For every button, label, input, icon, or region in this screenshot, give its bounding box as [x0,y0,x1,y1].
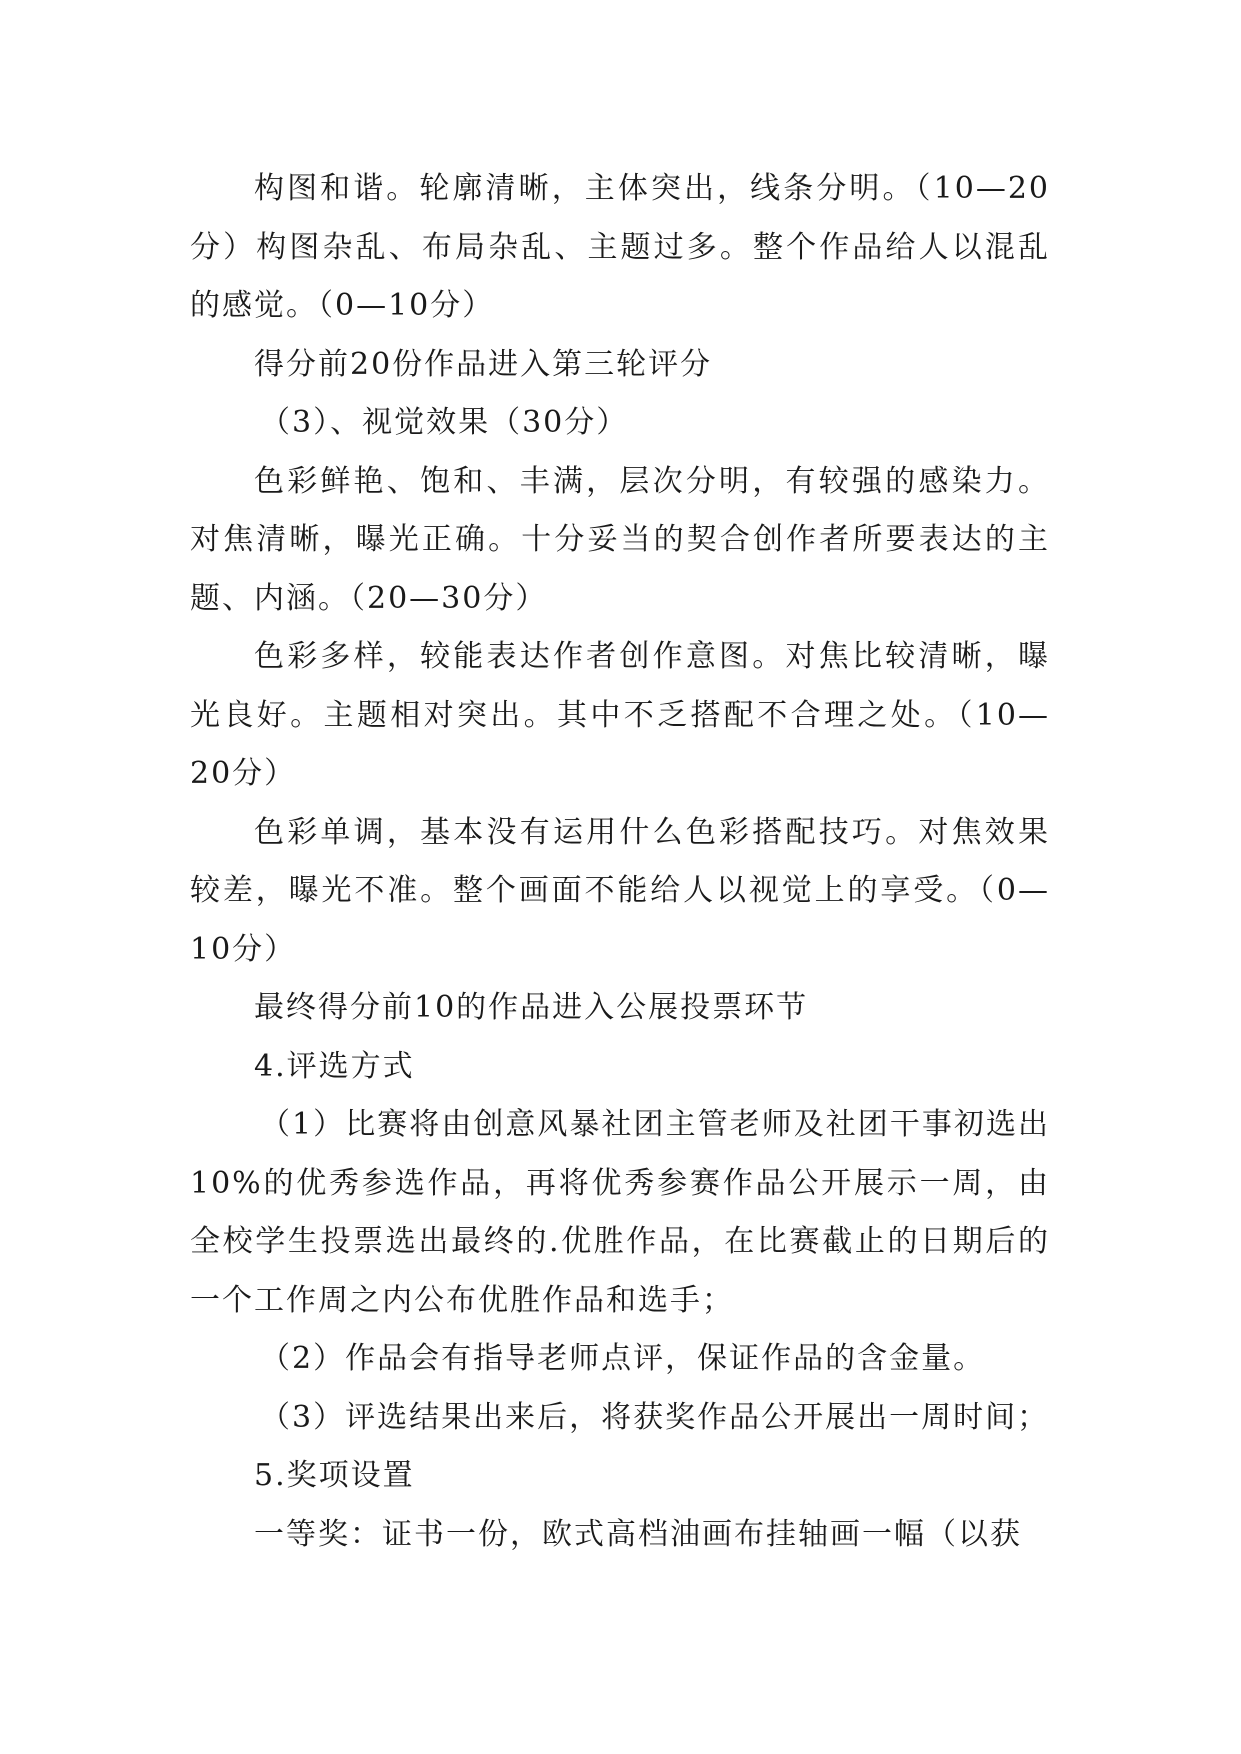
paragraph-composition-criteria: 构图和谐。轮廓清晰，主体突出，线条分明。（10—20分）构图杂乱、布局杂乱、主题过多。整个作品给人以混乱的感觉。（0—10分） [190,171,1050,323]
paragraph-third-round-note: 得分前20份作品进入第三轮评分 [254,346,713,382]
paragraph-first-prize: 一等奖：证书一份，欧式高档油画布挂轴画一幅（以获 [254,1516,1022,1552]
section-heading-visual-effect: （3）、视觉效果（30分） [260,405,629,440]
section-heading-awards: 5.奖项设置 [254,1458,415,1493]
paragraph-visual-medium: 色彩多样，较能表达作者创作意图。对焦比较清晰，曝光良好。主题相对突出。其中不乏搭配不合理之处。（10—20分） [190,639,1050,791]
paragraph-selection-step-3: （3）评选结果出来后，将获奖作品公开展出一周时间； [260,1399,1050,1435]
paragraph-visual-low: 色彩单调，基本没有运用什么色彩搭配技巧。对焦效果较差，曝光不准。整个画面不能给人以视觉上的享受。（0—10分） [190,814,1050,967]
section-heading-selection-method: 4.评选方式 [254,1048,415,1084]
paragraph-selection-step-2: （2）作品会有指导老师点评，保证作品的含金量。 [260,1341,986,1376]
paragraph-final-vote-note: 最终得分前10的作品进入公展投票环节 [254,990,809,1025]
document-body [190,160,1050,1564]
paragraph-selection-step-1: （1）比赛将由创意风暴社团主管老师及社团干事初选出10%的优秀参选作品，再将优秀参赛作品公开展示一周，由全校学生投票选出最终的.优胜作品，在比赛截止的日期后的一个工作周之内公布优胜作品和选手； [190,1107,1050,1318]
paragraph-visual-high: 色彩鲜艳、饱和、丰满，层次分明，有较强的感染力。对焦清晰，曝光正确。十分妥当的契合创作者所要表达的主题、内涵。（20—30分） [190,463,1050,616]
